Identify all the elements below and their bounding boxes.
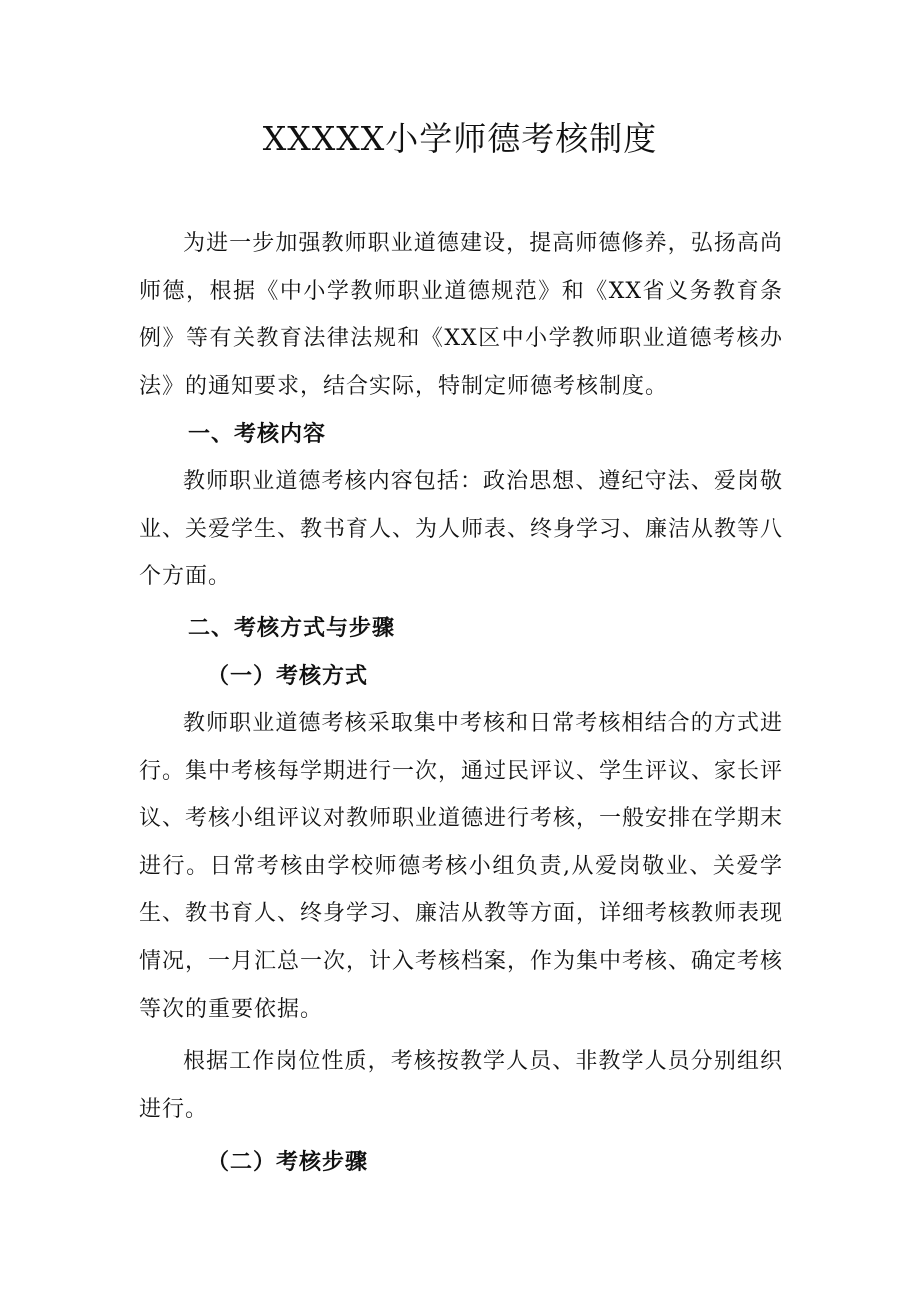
subsection-2-heading: （二）考核步骤	[207, 1149, 369, 1175]
section-1-paragraph: 教师职业道德考核内容包括：政治思想、遵纪守法、爱岗敬业、关爱学生、教书育人、为人师表、终身学习、廉洁从教等八个方面。	[139, 469, 784, 590]
intro-paragraph: 为进一步加强教师职业道德建设，提高师德修养，弘扬高尚师德，根据《中小学教师职业道德规范》和《XX省义务教育条例》等有关教育法律法规和《XX区中小学教师职业道德考核办法》的通知要求，结合实际，特制定师德考核制度。	[139, 231, 783, 399]
section-1-heading: 一、考核内容	[188, 421, 327, 447]
subsection-1-heading: （一）考核方式	[207, 663, 369, 689]
subsection-1-paragraph-1: 教师职业道德考核采取集中考核和日常考核相结合的方式进行。集中考核每学期进行一次，通过民评议、学生评议、家长评议、考核小组评议对教师职业道德进行考核，一般安排在学期末进行。日常考核由学校师德考核小组负责,从爱岗敬业、关爱学生、教书育人、终身学习、廉洁从教等方面，详细考核教师表现情况，一月汇总一次，计入考核档案，作为集中考核、确定考核等次的重要依据。	[139, 711, 784, 1022]
section-2-heading: 二、考核方式与步骤	[188, 615, 396, 641]
subsection-1-paragraph-2: 根据工作岗位性质，考核按教学人员、非教学人员分别组织进行。	[139, 1049, 783, 1122]
document-title: XXXXX小学师德考核制度	[262, 119, 658, 158]
